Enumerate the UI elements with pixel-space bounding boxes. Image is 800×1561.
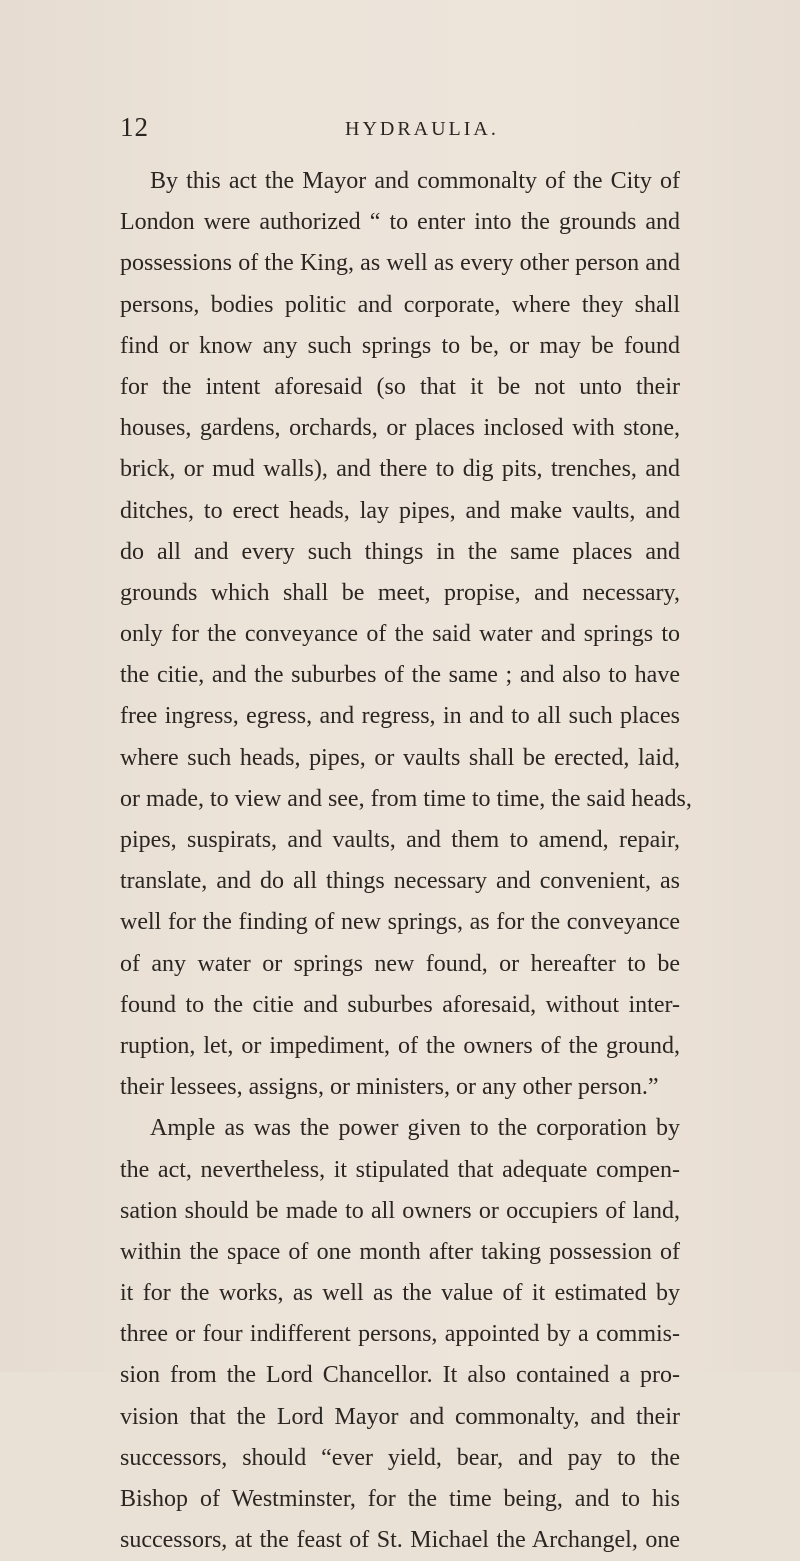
- text-line: sation should be made to all owners or occupiers of land,: [120, 1197, 680, 1224]
- text-line: of any water or springs new found, or hereafter to be: [120, 950, 680, 977]
- text-line: successors, at the feast of St. Michael the Archangel, one: [120, 1527, 680, 1554]
- body-text: [120, 161, 692, 1561]
- text-line: within the space of one month after taking possession of: [120, 1238, 680, 1265]
- text-line: well for the finding of new springs, as for the conveyance: [120, 909, 680, 936]
- text-line: pipes, suspirats, and vaults, and them to amend, repair,: [120, 827, 680, 853]
- text-line: Ample as was the power given to the corporation by: [150, 1115, 680, 1142]
- text-line: found to the citie and suburbes aforesaid, without inter-: [120, 991, 680, 1018]
- text-line: three or four indifferent persons, appointed by a commis-: [120, 1321, 680, 1348]
- page-header: [120, 112, 680, 146]
- text-line: ditches, to erect heads, lay pipes, and make vaults, and: [120, 497, 680, 524]
- text-line: free ingress, egress, and regress, in and to all such places: [120, 703, 680, 730]
- text-line: do all and every such things in the same places and: [120, 538, 680, 565]
- text-line: find or know any such springs to be, or may be found: [120, 332, 680, 359]
- text-line: sion from the Lord Chancellor. It also contained a pro-: [120, 1362, 680, 1389]
- text-line: Bishop of Westminster, for the time being, and to his: [120, 1486, 680, 1512]
- text-line: for the intent aforesaid (so that it be not unto their: [120, 373, 680, 400]
- text-line: the act, nevertheless, it stipulated that adequate compen-: [120, 1156, 680, 1183]
- text-line: only for the conveyance of the said water and springs to: [120, 621, 680, 648]
- text-line: brick, or mud walls), and there to dig pits, trenches, and: [120, 456, 680, 483]
- running-head: HYDRAULIA.: [345, 118, 499, 140]
- text-line: houses, gardens, orchards, or places inclosed with stone,: [120, 415, 680, 442]
- text-line: translate, and do all things necessary and convenient, as: [120, 868, 680, 895]
- text-line: persons, bodies politic and corporate, where they shall: [120, 291, 680, 318]
- text-line: successors, should “ever yield, bear, and pay to the: [120, 1444, 680, 1471]
- text-line: their lessees, assigns, or ministers, or any other person.”: [120, 1074, 659, 1101]
- text-line: vision that the Lord Mayor and commonalty, and their: [120, 1403, 680, 1430]
- text-line: it for the works, as well as the value of it estimated by: [120, 1280, 680, 1307]
- text-line: London were authorized “ to enter into the grounds and: [120, 209, 680, 236]
- text-line: possessions of the King, as well as every other person and: [120, 250, 680, 277]
- text-line: ruption, let, or impediment, of the owners of the ground,: [120, 1032, 680, 1059]
- text-line: By this act the Mayor and commonalty of the City of: [150, 168, 680, 194]
- text-line: or made, to view and see, from time to time, the said heads,: [120, 785, 692, 812]
- page-number: 12: [120, 112, 149, 142]
- text-line: grounds which shall be meet, propise, and necessary,: [120, 579, 680, 606]
- text-line: the citie, and the suburbes of the same ; and also to have: [120, 662, 680, 689]
- text-line: where such heads, pipes, or vaults shall be erected, laid,: [120, 744, 680, 771]
